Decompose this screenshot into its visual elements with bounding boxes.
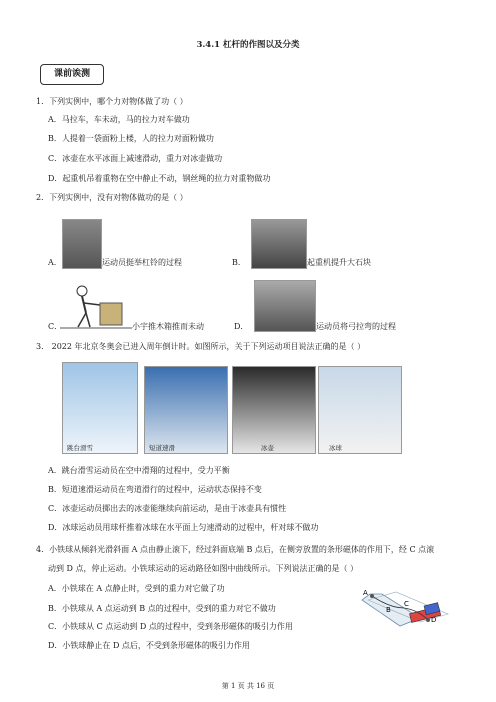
question-1-option-c: C．冰壶在水平冰面上减速滑动，重力对冰壶做功 <box>48 154 223 163</box>
question-1-option-d: D．起重机吊着重物在空中静止不动，钢丝绳的拉力对重物做功 <box>48 174 271 183</box>
question-1-option-a: A．马拉车，车未动，马的拉力对车做功 <box>48 115 190 124</box>
ski-jump-caption: 跳台滑雪 <box>67 444 93 452</box>
section-heading: 课前诶测 <box>40 64 104 85</box>
question-4-option-a: A．小铁球在 A 点静止时，受到的重力对它做了功 <box>48 584 225 593</box>
page-footer: 第 1 页 共 16 页 <box>221 682 275 690</box>
question-4-option-b: B．小铁球从 A 点运动到 B 点的过程中，受到的重力对它不做功 <box>48 604 276 613</box>
archer-photo <box>254 280 316 332</box>
figure-label-c: C <box>404 600 409 608</box>
question-2-option-a-text: 运动员挺举杠铃的过程 <box>102 258 182 267</box>
question-2-stem: 2．下列实例中，没有对物体做功的是（ ） <box>36 193 188 202</box>
question-3-option-a: A．跳台滑雪运动员在空中滑翔的过程中，受力平衡 <box>48 466 230 475</box>
question-4-option-c: C．小铁球从 C 点运动到 D 点的过程中，受到条形磁体的吸引力作用 <box>48 622 293 631</box>
figure-label-a: A <box>363 589 368 597</box>
question-1-stem: 1．下列实例中，哪个力对物体做了功（ ） <box>36 97 188 106</box>
ski-jump-photo <box>62 362 138 454</box>
question-2-option-d-text: 运动员将弓拉弯的过程 <box>316 322 396 331</box>
question-4-option-d: D．小铁球静止在 D 点后，不受到条形磁体的吸引力作用 <box>48 641 250 650</box>
question-4-stem-line-1: 4．小铁球从倾斜光滑斜面 A 点由静止滚下，经过斜面底端 B 点后，在侧旁放置的条形磁体的作用下，经 C 点滚 <box>36 545 435 554</box>
weightlifter-photo <box>62 219 102 269</box>
question-4-stem-line-2: 动到 D 点，停止运动。小铁球运动的运动路径如图中曲线所示。下列说法正确的是（ ） <box>48 564 359 573</box>
question-2-option-b-letter: B． <box>232 258 246 267</box>
short-track-caption: 短道速滑 <box>149 444 175 452</box>
short-track-photo <box>144 366 228 454</box>
crane-photo <box>251 219 307 269</box>
question-2-option-c-letter: C． <box>48 322 63 331</box>
figure-label-b: B <box>386 606 391 614</box>
question-3-stem: 3． 2022 年北京冬奥会已进入周年倒计时。如图所示，关于下列运动项目说法正确的是（ ） <box>36 342 366 351</box>
curling-photo <box>232 366 316 454</box>
question-2-option-b-text: 起重机提升大石块 <box>307 258 371 267</box>
question-3-option-c: C．冰壶运动员掷出去的冰壶能继续向前运动，是由于冰壶具有惯性 <box>48 504 287 513</box>
question-2-option-d-letter: D． <box>234 322 249 331</box>
box-pushing-illustration <box>60 283 132 331</box>
question-3-option-b: B．短道速滑运动员在弯道滑行的过程中，运动状态保持不变 <box>48 485 262 494</box>
ice-hockey-photo <box>318 366 402 454</box>
question-2-option-a-letter: A． <box>48 258 62 267</box>
page-title: 3.4.1 杠杆的作图以及分类 <box>196 40 300 50</box>
question-2-option-c-text: 小宇推木箱推而未动 <box>132 322 204 331</box>
question-1-option-b: B．人提着一袋面粉上楼，人的拉力对面粉做功 <box>48 134 214 143</box>
ice-hockey-caption: 冰球 <box>329 444 342 452</box>
figure-label-d: D <box>431 616 437 624</box>
ramp-magnet-figure <box>360 586 456 634</box>
question-3-option-d: D．冰球运动员用球杆推着冰球在水平面上匀速滑动的过程中，杆对球不做功 <box>48 523 319 532</box>
curling-caption: 冰壶 <box>261 444 274 452</box>
